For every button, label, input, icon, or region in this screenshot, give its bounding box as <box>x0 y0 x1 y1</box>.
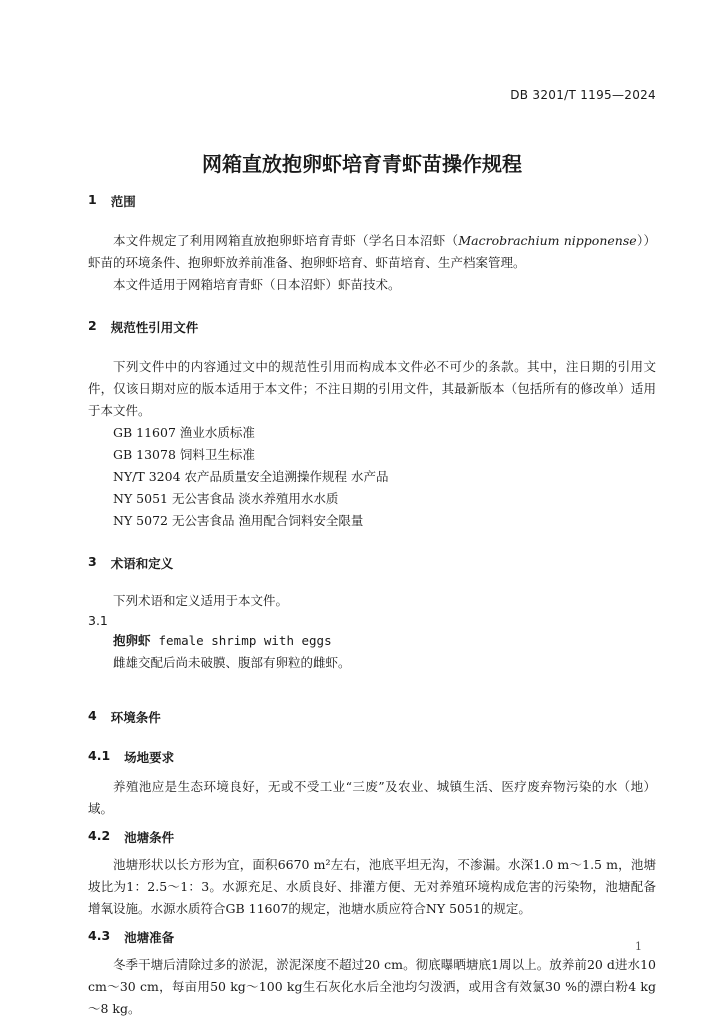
scope-paragraph-2: 本文件适用于网箱培育青虾（日本沼虾）虾苗技术。 <box>113 277 401 292</box>
term-chinese: 抱卵虾 <box>113 633 151 648</box>
section-title: 范围 <box>110 194 136 209</box>
term-english: female shrimp with eggs <box>158 633 332 648</box>
section-2-heading <box>88 318 656 336</box>
subsection-number: 4.2 <box>88 828 111 843</box>
subsection-4-1-heading <box>88 748 656 766</box>
standard-code: DB 3201/T 1195—2024 <box>510 88 656 102</box>
term-number: 3.1 <box>88 613 108 628</box>
subsection-title: 池塘条件 <box>124 830 175 845</box>
section-4-heading <box>88 708 656 726</box>
subsection-title: 场地要求 <box>124 750 175 765</box>
pond-conditions-paragraph: 池塘形状以长方形为宜，面积6670 m²左右，池底平坦无沟，不渗漏。水深1.0 m～1.5 m，池塘坡比为1：2.5～1：3。水源充足、水质良好、排灌方便、无对养殖环境构成危害的污染物，池塘配备增氧设施。水源水质符合GB 11607的规定，池塘水质应符合NY 5051的规定。 <box>88 857 656 916</box>
subsection-number: 4.3 <box>88 928 111 943</box>
section-title: 术语和定义 <box>110 556 174 571</box>
normative-refs-intro: 下列文件中的内容通过文中的规范性引用而构成本文件必不可少的条款。其中，注日期的引用文件，仅该日期对应的版本适用于本文件；不注日期的引用文件，其最新版本（包括所有的修改单）适用于本文件。 <box>88 359 656 418</box>
site-requirements-paragraph: 养殖池应是生态环境良好，无或不受工业“三废”及农业、城镇生活、医疗废弃物污染的水（地）域。 <box>88 779 656 816</box>
scope-paragraph-1: 本文件规定了利用网箱直放抱卵虾培育青虾（学名日本沼虾（Macrobrachium nipponense））虾苗的环境条件、抱卵虾放养前准备、抱卵虾培育、虾苗培育、生产档案管理。 <box>88 233 656 270</box>
term-entry <box>88 630 656 652</box>
reference-item: GB 11607 渔业水质标准 <box>113 425 255 440</box>
section-number: 4 <box>88 708 97 723</box>
section-number: 3 <box>88 554 97 569</box>
reference-item: NY/T 3204 农产品质量安全追溯操作规程 水产品 <box>113 469 389 484</box>
section-1-heading <box>88 192 656 210</box>
page-number: 1 <box>635 940 642 953</box>
reference-item: NY 5051 无公害食品 淡水养殖用水水质 <box>113 491 339 506</box>
terms-intro: 下列术语和定义适用于本文件。 <box>113 593 289 608</box>
subsection-number: 4.1 <box>88 748 111 763</box>
subsection-4-3-heading <box>88 928 656 946</box>
section-number: 2 <box>88 318 97 333</box>
latin-name: Macrobrachium nipponense <box>458 233 637 248</box>
section-title: 规范性引用文件 <box>110 320 199 335</box>
subsection-4-2-heading <box>88 828 656 846</box>
pond-preparation-paragraph: 冬季干塘后清除过多的淤泥，淤泥深度不超过20 cm。彻底曝晒塘底1周以上。放养前20 d进水10 cm～30 cm，每亩用50 kg～100 kg生石灰化水后全池均匀泼洒，或用含有效氯30 %的漂白粉4 kg～8 kg。 <box>88 957 656 1016</box>
reference-item: NY 5072 无公害食品 渔用配合饲料安全限量 <box>113 513 364 528</box>
section-number: 1 <box>88 192 97 207</box>
term-definition: 雌雄交配后尚未破膜、腹部有卵粒的雌虾。 <box>113 655 351 670</box>
subsection-title: 池塘准备 <box>124 930 175 945</box>
section-title: 环境条件 <box>110 710 161 725</box>
section-3-heading <box>88 554 656 572</box>
document-title: 网箱直放抱卵虾培育青虾苗操作规程 <box>202 152 522 176</box>
reference-item: GB 13078 饲料卫生标准 <box>113 447 255 462</box>
document-body <box>88 190 656 1020</box>
